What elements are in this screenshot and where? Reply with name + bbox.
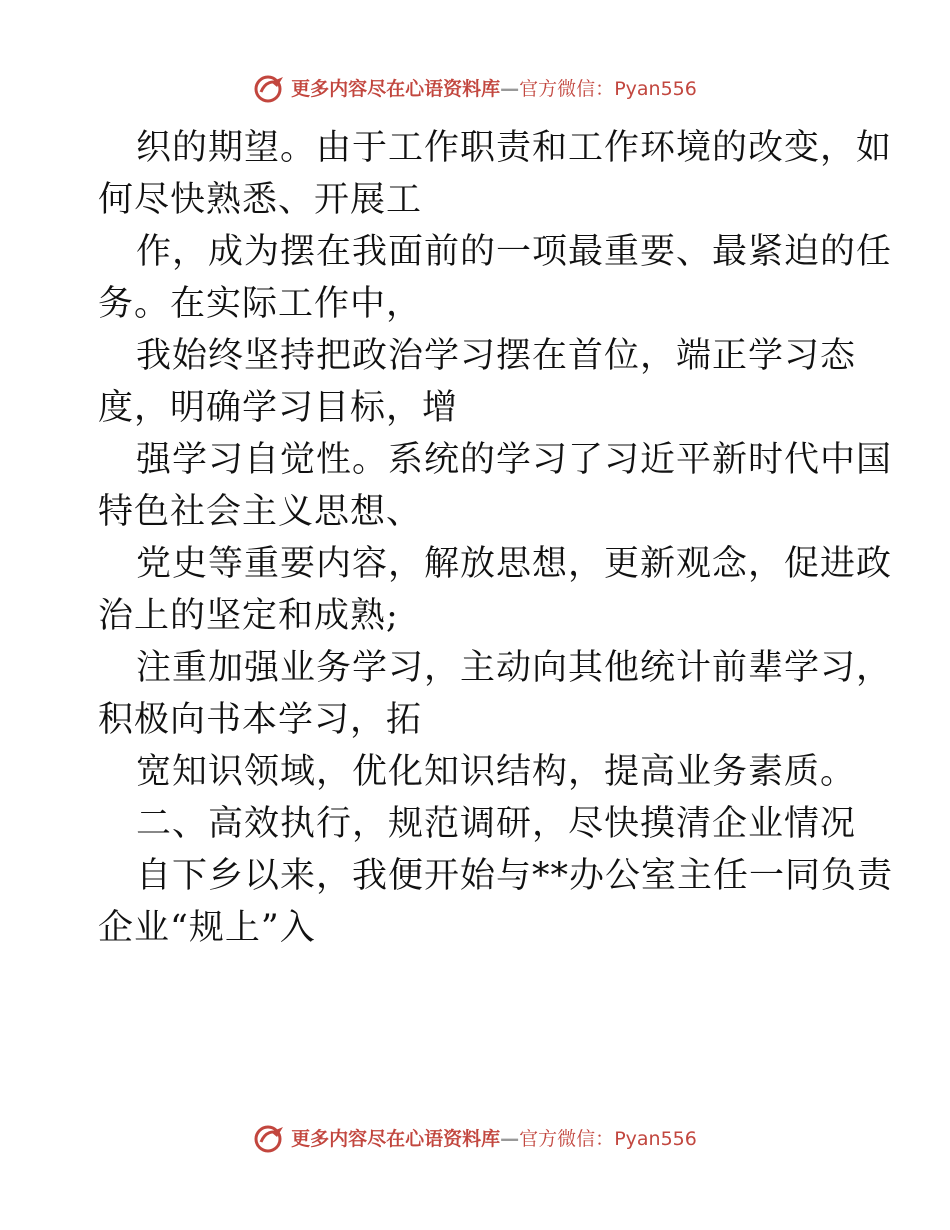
banner-main-text: 更多内容尽在心语资料库: [291, 78, 501, 100]
banner-separator: —: [500, 1128, 520, 1150]
paragraph-line: 特色社会主义思想、: [98, 492, 423, 532]
header-banner: [0, 74, 950, 104]
paragraph: [98, 330, 858, 434]
section-heading: [98, 798, 858, 850]
paragraph: [98, 226, 893, 330]
paragraph: [98, 538, 893, 642]
paragraph-line: 织的期望。由于工作职责和工作环境的改变，如: [136, 128, 893, 168]
paragraph-line: 度，明确学习目标，增: [98, 388, 459, 428]
paragraph-line: 作，成为摆在我面前的一项最重要、最紧迫的任: [136, 232, 893, 272]
banner-separator: —: [500, 78, 520, 100]
paragraph: [98, 642, 893, 746]
paragraph: [98, 850, 894, 954]
paragraph-line: 党史等重要内容，解放思想，更新观念，促进政: [136, 544, 893, 584]
paragraph: [98, 746, 858, 798]
document-body: [98, 122, 894, 954]
banner-main-text: 更多内容尽在心语资料库: [291, 1128, 501, 1150]
paragraph-line: 何尽快熟悉、开展工: [98, 180, 423, 220]
banner-wechat-label: 官方微信：: [519, 1128, 615, 1150]
paragraph-line: 强学习自觉性。系统的学习了习近平新时代中国: [136, 440, 893, 480]
paragraph-line: 宽知识领域，优化知识结构，提高业务素质。: [136, 752, 857, 792]
paragraph-line: 积极向书本学习，拓: [98, 700, 423, 740]
red-swirl-logo-icon: [253, 74, 287, 104]
red-swirl-logo-icon: [253, 1124, 287, 1154]
paragraph-line: 务。在实际工作中，: [98, 284, 423, 324]
paragraph-line: 治上的坚定和成熟;: [98, 596, 399, 636]
paragraph: [98, 122, 893, 226]
paragraph-line: 我始终坚持把政治学习摆在首位，端正学习态: [136, 336, 857, 376]
paragraph: [98, 434, 893, 538]
paragraph-line: 自下乡以来，我便开始与**办公室主任一同负责: [136, 856, 894, 896]
footer-banner: [0, 1124, 950, 1154]
paragraph-line: 二、高效执行，规范调研，尽快摸清企业情况: [136, 804, 857, 844]
banner-wechat-label: 官方微信：: [519, 78, 615, 100]
banner-wechat-id: Pyan556: [614, 1128, 697, 1150]
paragraph-line: 企业“规上”入: [98, 908, 316, 948]
paragraph-line: 注重加强业务学习，主动向其他统计前辈学习，: [136, 648, 893, 688]
banner-wechat-id: Pyan556: [614, 78, 697, 100]
